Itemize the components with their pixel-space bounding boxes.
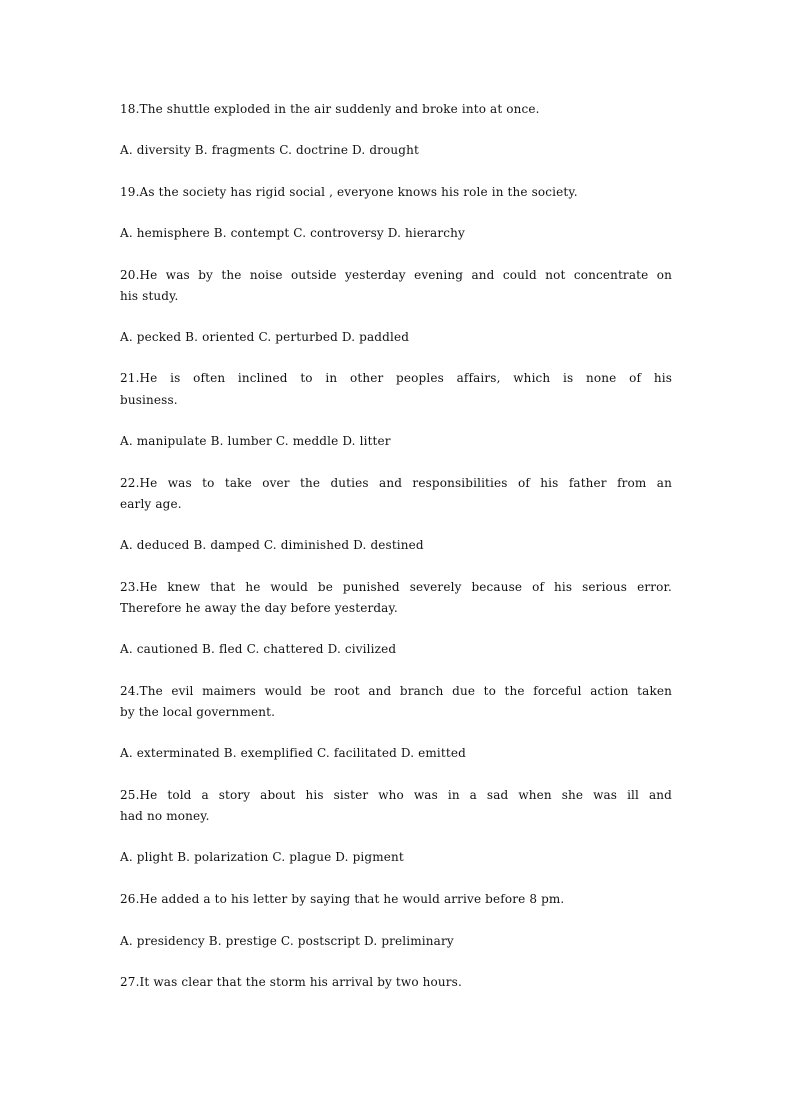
question-25-stem-line-1: 25.He told a story about his sister who was in a sad when she was ill and (120, 788, 672, 802)
question-25-options: A. plight B. polarization C. plague D. pigment (120, 850, 404, 864)
question-21-stem-line-2: business. (120, 393, 178, 407)
question-22-stem-line-2: early age. (120, 497, 182, 511)
question-24-options: A. exterminated B. exemplified C. facilitated D. emitted (120, 746, 466, 760)
question-20-stem-line-1: 20.He was by the noise outside yesterday evening and could not concentrate on (120, 268, 672, 282)
question-26-stem-line-1: 26.He added a to his letter by saying that he would arrive before 8 pm. (120, 892, 565, 906)
question-21-stem-line-1: 21.He is often inclined to in other peoples affairs, which is none of his (120, 371, 672, 385)
question-26-options: A. presidency B. prestige C. postscript D. preliminary (120, 934, 454, 948)
question-24-stem-line-1: 24.The evil maimers would be root and branch due to the forceful action taken (120, 684, 672, 698)
question-23-options: A. cautioned B. fled C. chattered D. civilized (120, 642, 397, 656)
question-19-options: A. hemisphere B. contempt C. controversy D. hierarchy (120, 226, 465, 240)
question-25-stem-line-2: had no money. (120, 809, 210, 823)
question-24-stem-line-2: by the local government. (120, 705, 276, 719)
question-22-stem-line-1: 22.He was to take over the duties and responsibilities of his father from an (120, 476, 672, 490)
question-18-stem-line-1: 18.The shuttle exploded in the air suddenly and broke into at once. (120, 102, 540, 116)
question-27-stem-line-1: 27.It was clear that the storm his arrival by two hours. (120, 975, 462, 989)
question-20-stem-line-2: his study. (120, 289, 179, 303)
question-23-stem-line-1: 23.He knew that he would be punished severely because of his serious error. (120, 580, 672, 594)
question-20-options: A. pecked B. oriented C. perturbed D. paddled (120, 330, 410, 344)
question-22-options: A. deduced B. damped C. diminished D. destined (120, 538, 424, 552)
question-21-options: A. manipulate B. lumber C. meddle D. litter (120, 434, 391, 448)
question-23-stem-line-2: Therefore he away the day before yesterday. (120, 601, 398, 615)
question-19-stem-line-1: 19.As the society has rigid social , everyone knows his role in the society. (120, 185, 578, 199)
question-18-options: A. diversity B. fragments C. doctrine D. drought (120, 143, 419, 157)
